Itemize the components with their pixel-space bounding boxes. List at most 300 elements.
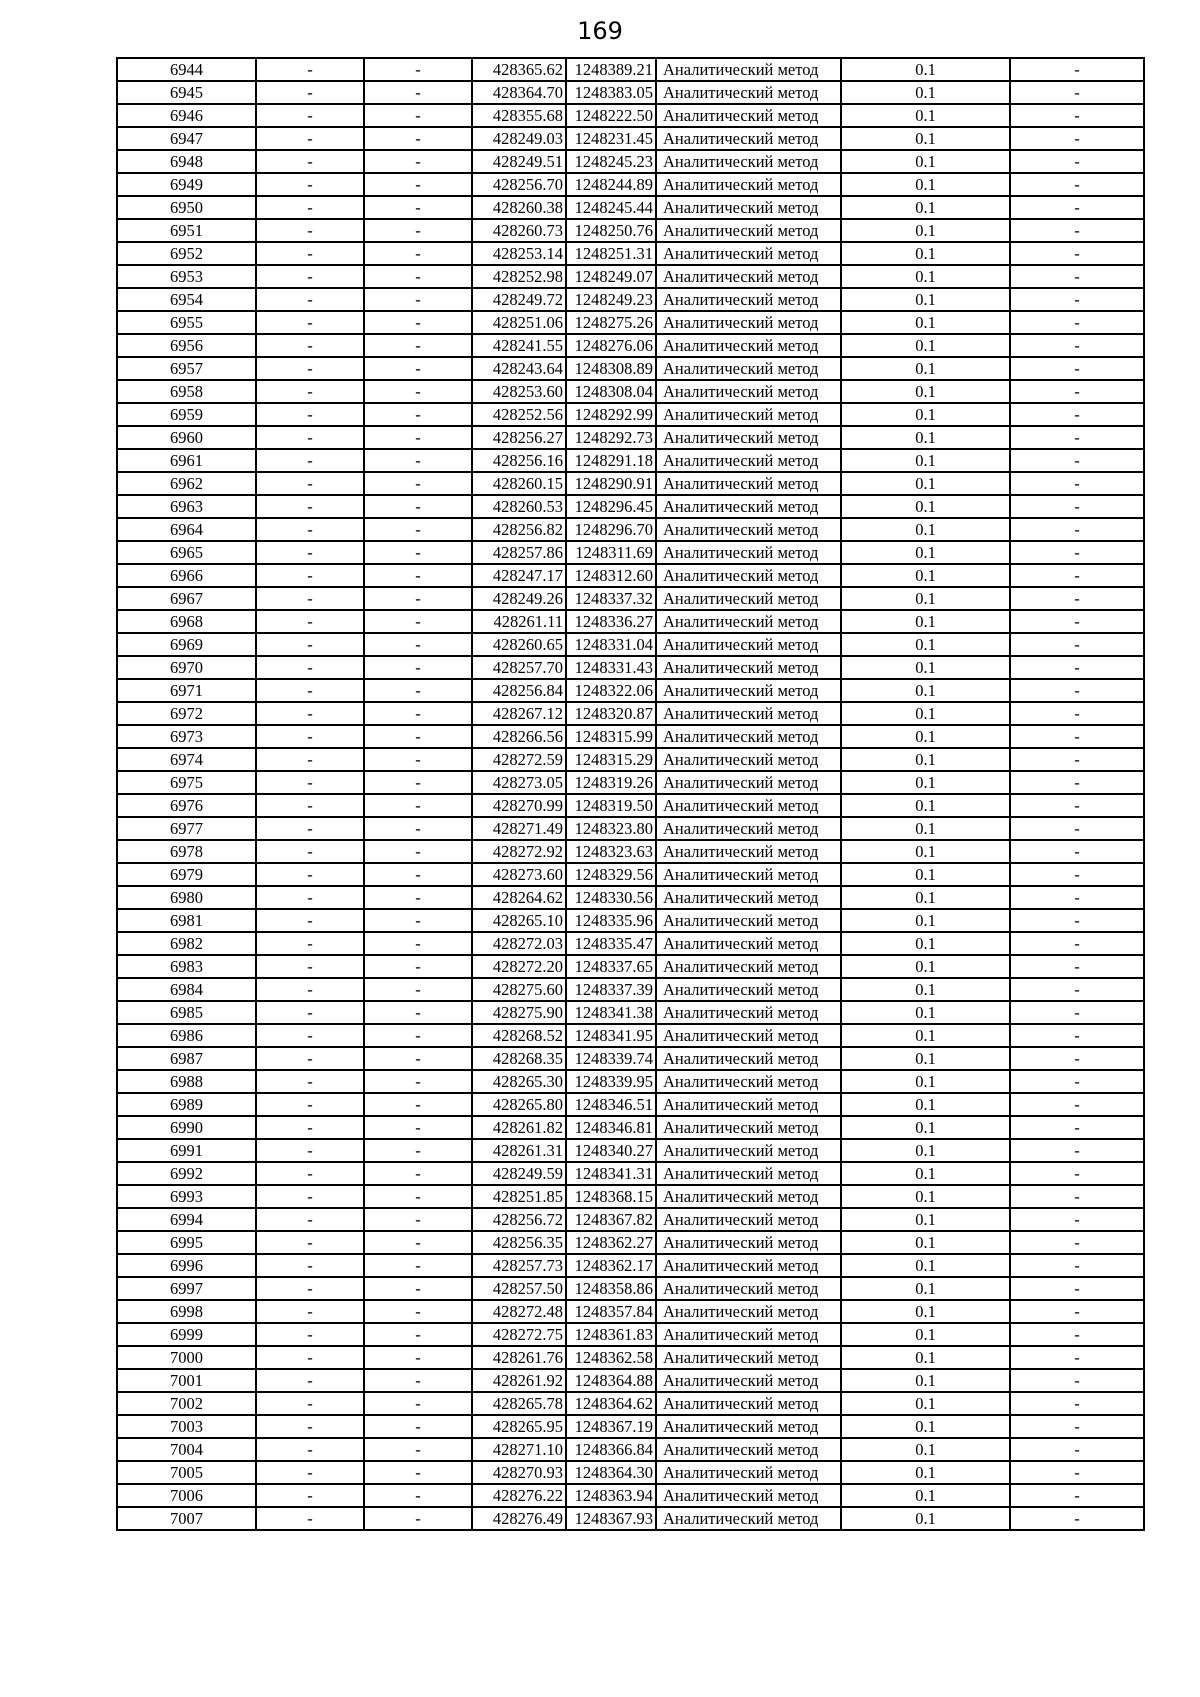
col2-cell: -: [256, 518, 364, 541]
table-row: [117, 817, 1144, 840]
accuracy-cell: 0.1: [841, 1323, 1010, 1346]
y-coordinate-cell: 1248315.99: [566, 725, 656, 748]
col3-cell: -: [364, 1024, 472, 1047]
x-coordinate-cell: 428249.59: [472, 1162, 566, 1185]
y-coordinate-cell: 1248331.04: [566, 633, 656, 656]
col8-cell: -: [1010, 518, 1144, 541]
col2-cell: -: [256, 288, 364, 311]
col2-cell: -: [256, 863, 364, 886]
table-row: [117, 1231, 1144, 1254]
y-coordinate-cell: 1248346.81: [566, 1116, 656, 1139]
col2-cell: -: [256, 1024, 364, 1047]
point-number-cell: 6997: [117, 1277, 256, 1300]
method-cell: Аналитический метод: [656, 1300, 841, 1323]
method-cell: Аналитический метод: [656, 104, 841, 127]
method-cell: Аналитический метод: [656, 1254, 841, 1277]
y-coordinate-cell: 1248335.96: [566, 909, 656, 932]
accuracy-cell: 0.1: [841, 311, 1010, 334]
method-cell: Аналитический метод: [656, 173, 841, 196]
col3-cell: -: [364, 587, 472, 610]
x-coordinate-cell: 428260.53: [472, 495, 566, 518]
y-coordinate-cell: 1248322.06: [566, 679, 656, 702]
x-coordinate-cell: 428276.49: [472, 1507, 566, 1530]
col8-cell: -: [1010, 1346, 1144, 1369]
y-coordinate-cell: 1248367.82: [566, 1208, 656, 1231]
col8-cell: -: [1010, 909, 1144, 932]
accuracy-cell: 0.1: [841, 1024, 1010, 1047]
table-row: [117, 1461, 1144, 1484]
col3-cell: -: [364, 403, 472, 426]
method-cell: Аналитический метод: [656, 311, 841, 334]
col2-cell: -: [256, 771, 364, 794]
table-row: [117, 1185, 1144, 1208]
y-coordinate-cell: 1248337.39: [566, 978, 656, 1001]
y-coordinate-cell: 1248364.30: [566, 1461, 656, 1484]
y-coordinate-cell: 1248364.62: [566, 1392, 656, 1415]
col2-cell: -: [256, 1116, 364, 1139]
y-coordinate-cell: 1248363.94: [566, 1484, 656, 1507]
col2-cell: -: [256, 817, 364, 840]
accuracy-cell: 0.1: [841, 932, 1010, 955]
col2-cell: -: [256, 472, 364, 495]
col8-cell: -: [1010, 173, 1144, 196]
y-coordinate-cell: 1248357.84: [566, 1300, 656, 1323]
x-coordinate-cell: 428265.80: [472, 1093, 566, 1116]
col3-cell: -: [364, 817, 472, 840]
accuracy-cell: 0.1: [841, 1507, 1010, 1530]
y-coordinate-cell: 1248389.21: [566, 58, 656, 81]
table-row: [117, 1093, 1144, 1116]
table-row: [117, 932, 1144, 955]
accuracy-cell: 0.1: [841, 1369, 1010, 1392]
accuracy-cell: 0.1: [841, 1162, 1010, 1185]
y-coordinate-cell: 1248341.38: [566, 1001, 656, 1024]
method-cell: Аналитический метод: [656, 518, 841, 541]
col8-cell: -: [1010, 1070, 1144, 1093]
col2-cell: -: [256, 150, 364, 173]
x-coordinate-cell: 428265.95: [472, 1415, 566, 1438]
col8-cell: -: [1010, 817, 1144, 840]
table-row: [117, 196, 1144, 219]
method-cell: Аналитический метод: [656, 449, 841, 472]
col3-cell: -: [364, 518, 472, 541]
col3-cell: -: [364, 886, 472, 909]
col8-cell: -: [1010, 127, 1144, 150]
col3-cell: -: [364, 909, 472, 932]
col3-cell: -: [364, 1484, 472, 1507]
col2-cell: -: [256, 1070, 364, 1093]
accuracy-cell: 0.1: [841, 1254, 1010, 1277]
point-number-cell: 6956: [117, 334, 256, 357]
col2-cell: -: [256, 1369, 364, 1392]
table-row: [117, 978, 1144, 1001]
col8-cell: -: [1010, 1323, 1144, 1346]
col8-cell: -: [1010, 472, 1144, 495]
point-number-cell: 6977: [117, 817, 256, 840]
x-coordinate-cell: 428251.85: [472, 1185, 566, 1208]
x-coordinate-cell: 428256.27: [472, 426, 566, 449]
accuracy-cell: 0.1: [841, 426, 1010, 449]
col3-cell: -: [364, 771, 472, 794]
col3-cell: -: [364, 932, 472, 955]
col8-cell: -: [1010, 1024, 1144, 1047]
accuracy-cell: 0.1: [841, 817, 1010, 840]
y-coordinate-cell: 1248231.45: [566, 127, 656, 150]
y-coordinate-cell: 1248308.89: [566, 357, 656, 380]
method-cell: Аналитический метод: [656, 242, 841, 265]
point-number-cell: 6993: [117, 1185, 256, 1208]
x-coordinate-cell: 428265.78: [472, 1392, 566, 1415]
method-cell: Аналитический метод: [656, 702, 841, 725]
method-cell: Аналитический метод: [656, 380, 841, 403]
col8-cell: -: [1010, 771, 1144, 794]
accuracy-cell: 0.1: [841, 1139, 1010, 1162]
point-number-cell: 6957: [117, 357, 256, 380]
method-cell: Аналитический метод: [656, 265, 841, 288]
point-number-cell: 6998: [117, 1300, 256, 1323]
table-row: [117, 426, 1144, 449]
method-cell: Аналитический метод: [656, 288, 841, 311]
col3-cell: -: [364, 1392, 472, 1415]
col3-cell: -: [364, 1415, 472, 1438]
point-number-cell: 6946: [117, 104, 256, 127]
table-row: [117, 656, 1144, 679]
table-row: [117, 1346, 1144, 1369]
x-coordinate-cell: 428253.14: [472, 242, 566, 265]
col2-cell: -: [256, 495, 364, 518]
x-coordinate-cell: 428268.52: [472, 1024, 566, 1047]
accuracy-cell: 0.1: [841, 1484, 1010, 1507]
col8-cell: -: [1010, 1438, 1144, 1461]
x-coordinate-cell: 428275.60: [472, 978, 566, 1001]
x-coordinate-cell: 428272.59: [472, 748, 566, 771]
col8-cell: -: [1010, 840, 1144, 863]
x-coordinate-cell: 428252.56: [472, 403, 566, 426]
point-number-cell: 6965: [117, 541, 256, 564]
col8-cell: -: [1010, 863, 1144, 886]
col3-cell: -: [364, 1185, 472, 1208]
col2-cell: -: [256, 1231, 364, 1254]
point-number-cell: 6953: [117, 265, 256, 288]
y-coordinate-cell: 1248245.23: [566, 150, 656, 173]
method-cell: Аналитический метод: [656, 1047, 841, 1070]
col8-cell: -: [1010, 1507, 1144, 1530]
col8-cell: -: [1010, 1162, 1144, 1185]
col8-cell: -: [1010, 426, 1144, 449]
table-row: [117, 265, 1144, 288]
y-coordinate-cell: 1248361.83: [566, 1323, 656, 1346]
y-coordinate-cell: 1248319.26: [566, 771, 656, 794]
table-row: [117, 81, 1144, 104]
col3-cell: -: [364, 127, 472, 150]
point-number-cell: 6969: [117, 633, 256, 656]
y-coordinate-cell: 1248251.31: [566, 242, 656, 265]
col2-cell: -: [256, 1415, 364, 1438]
accuracy-cell: 0.1: [841, 748, 1010, 771]
col2-cell: -: [256, 403, 364, 426]
col2-cell: -: [256, 1461, 364, 1484]
accuracy-cell: 0.1: [841, 1208, 1010, 1231]
table-row: [117, 702, 1144, 725]
accuracy-cell: 0.1: [841, 127, 1010, 150]
x-coordinate-cell: 428256.35: [472, 1231, 566, 1254]
point-number-cell: 6967: [117, 587, 256, 610]
x-coordinate-cell: 428268.35: [472, 1047, 566, 1070]
col3-cell: -: [364, 104, 472, 127]
method-cell: Аналитический метод: [656, 1415, 841, 1438]
point-number-cell: 6980: [117, 886, 256, 909]
x-coordinate-cell: 428260.38: [472, 196, 566, 219]
accuracy-cell: 0.1: [841, 656, 1010, 679]
col8-cell: -: [1010, 150, 1144, 173]
y-coordinate-cell: 1248331.43: [566, 656, 656, 679]
table-row: [117, 1070, 1144, 1093]
point-number-cell: 6944: [117, 58, 256, 81]
point-number-cell: 6985: [117, 1001, 256, 1024]
col2-cell: -: [256, 702, 364, 725]
y-coordinate-cell: 1248362.58: [566, 1346, 656, 1369]
accuracy-cell: 0.1: [841, 955, 1010, 978]
col2-cell: -: [256, 656, 364, 679]
table-row: [117, 334, 1144, 357]
col8-cell: -: [1010, 311, 1144, 334]
y-coordinate-cell: 1248250.76: [566, 219, 656, 242]
table-row: [117, 150, 1144, 173]
accuracy-cell: 0.1: [841, 1231, 1010, 1254]
col8-cell: -: [1010, 610, 1144, 633]
point-number-cell: 6968: [117, 610, 256, 633]
table-row: [117, 380, 1144, 403]
accuracy-cell: 0.1: [841, 978, 1010, 1001]
col8-cell: -: [1010, 1461, 1144, 1484]
col3-cell: -: [364, 564, 472, 587]
table-row: [117, 1162, 1144, 1185]
table-row: [117, 840, 1144, 863]
method-cell: Аналитический метод: [656, 1461, 841, 1484]
col8-cell: -: [1010, 196, 1144, 219]
col3-cell: -: [364, 426, 472, 449]
col2-cell: -: [256, 1277, 364, 1300]
col8-cell: -: [1010, 334, 1144, 357]
y-coordinate-cell: 1248290.91: [566, 472, 656, 495]
col8-cell: -: [1010, 1047, 1144, 1070]
x-coordinate-cell: 428260.65: [472, 633, 566, 656]
col2-cell: -: [256, 334, 364, 357]
col2-cell: -: [256, 955, 364, 978]
col3-cell: -: [364, 840, 472, 863]
col2-cell: -: [256, 380, 364, 403]
col3-cell: -: [364, 1047, 472, 1070]
x-coordinate-cell: 428241.55: [472, 334, 566, 357]
accuracy-cell: 0.1: [841, 863, 1010, 886]
col2-cell: -: [256, 104, 364, 127]
table-row: [117, 1438, 1144, 1461]
col8-cell: -: [1010, 1231, 1144, 1254]
accuracy-cell: 0.1: [841, 1185, 1010, 1208]
method-cell: Аналитический метод: [656, 426, 841, 449]
table-row: [117, 633, 1144, 656]
table-row: [117, 1208, 1144, 1231]
x-coordinate-cell: 428273.05: [472, 771, 566, 794]
accuracy-cell: 0.1: [841, 702, 1010, 725]
y-coordinate-cell: 1248323.63: [566, 840, 656, 863]
method-cell: Аналитический метод: [656, 472, 841, 495]
accuracy-cell: 0.1: [841, 403, 1010, 426]
x-coordinate-cell: 428247.17: [472, 564, 566, 587]
method-cell: Аналитический метод: [656, 1139, 841, 1162]
col2-cell: -: [256, 173, 364, 196]
table-row: [117, 1047, 1144, 1070]
point-number-cell: 6978: [117, 840, 256, 863]
col8-cell: -: [1010, 219, 1144, 242]
point-number-cell: 6979: [117, 863, 256, 886]
x-coordinate-cell: 428265.10: [472, 909, 566, 932]
col2-cell: -: [256, 564, 364, 587]
table-row: [117, 886, 1144, 909]
col2-cell: -: [256, 909, 364, 932]
point-number-cell: 7003: [117, 1415, 256, 1438]
accuracy-cell: 0.1: [841, 1300, 1010, 1323]
x-coordinate-cell: 428355.68: [472, 104, 566, 127]
col8-cell: -: [1010, 587, 1144, 610]
accuracy-cell: 0.1: [841, 265, 1010, 288]
method-cell: Аналитический метод: [656, 932, 841, 955]
point-number-cell: 6954: [117, 288, 256, 311]
x-coordinate-cell: 428251.06: [472, 311, 566, 334]
page-number: 169: [577, 17, 623, 45]
x-coordinate-cell: 428272.75: [472, 1323, 566, 1346]
x-coordinate-cell: 428257.73: [472, 1254, 566, 1277]
table-row: [117, 242, 1144, 265]
x-coordinate-cell: 428260.15: [472, 472, 566, 495]
method-cell: Аналитический метод: [656, 150, 841, 173]
col3-cell: -: [364, 1070, 472, 1093]
col3-cell: -: [364, 748, 472, 771]
col3-cell: -: [364, 58, 472, 81]
x-coordinate-cell: 428261.31: [472, 1139, 566, 1162]
x-coordinate-cell: 428261.76: [472, 1346, 566, 1369]
y-coordinate-cell: 1248339.95: [566, 1070, 656, 1093]
accuracy-cell: 0.1: [841, 679, 1010, 702]
point-number-cell: 6988: [117, 1070, 256, 1093]
col8-cell: -: [1010, 748, 1144, 771]
method-cell: Аналитический метод: [656, 1208, 841, 1231]
method-cell: Аналитический метод: [656, 81, 841, 104]
col2-cell: -: [256, 725, 364, 748]
point-number-cell: 7007: [117, 1507, 256, 1530]
col3-cell: -: [364, 1369, 472, 1392]
col3-cell: -: [364, 541, 472, 564]
col3-cell: -: [364, 196, 472, 219]
y-coordinate-cell: 1248337.32: [566, 587, 656, 610]
col3-cell: -: [364, 219, 472, 242]
col8-cell: -: [1010, 794, 1144, 817]
col2-cell: -: [256, 932, 364, 955]
y-coordinate-cell: 1248311.69: [566, 541, 656, 564]
point-number-cell: 6996: [117, 1254, 256, 1277]
accuracy-cell: 0.1: [841, 472, 1010, 495]
table-body: [117, 58, 1144, 1530]
col8-cell: -: [1010, 656, 1144, 679]
method-cell: Аналитический метод: [656, 633, 841, 656]
point-number-cell: 6948: [117, 150, 256, 173]
y-coordinate-cell: 1248315.29: [566, 748, 656, 771]
col3-cell: -: [364, 173, 472, 196]
y-coordinate-cell: 1248292.99: [566, 403, 656, 426]
x-coordinate-cell: 428253.60: [472, 380, 566, 403]
col2-cell: -: [256, 242, 364, 265]
table-row: [117, 58, 1144, 81]
col8-cell: -: [1010, 1139, 1144, 1162]
method-cell: Аналитический метод: [656, 725, 841, 748]
y-coordinate-cell: 1248362.17: [566, 1254, 656, 1277]
x-coordinate-cell: 428261.82: [472, 1116, 566, 1139]
accuracy-cell: 0.1: [841, 58, 1010, 81]
accuracy-cell: 0.1: [841, 1392, 1010, 1415]
accuracy-cell: 0.1: [841, 173, 1010, 196]
col8-cell: -: [1010, 1254, 1144, 1277]
table-row: [117, 472, 1144, 495]
x-coordinate-cell: 428272.03: [472, 932, 566, 955]
point-number-cell: 6959: [117, 403, 256, 426]
point-number-cell: 6987: [117, 1047, 256, 1070]
method-cell: Аналитический метод: [656, 1024, 841, 1047]
x-coordinate-cell: 428256.16: [472, 449, 566, 472]
col8-cell: -: [1010, 288, 1144, 311]
table-row: [117, 127, 1144, 150]
accuracy-cell: 0.1: [841, 1116, 1010, 1139]
x-coordinate-cell: 428257.86: [472, 541, 566, 564]
table-row: [117, 587, 1144, 610]
table-row: [117, 955, 1144, 978]
point-number-cell: 6963: [117, 495, 256, 518]
col8-cell: -: [1010, 104, 1144, 127]
accuracy-cell: 0.1: [841, 1461, 1010, 1484]
point-number-cell: 6970: [117, 656, 256, 679]
col2-cell: -: [256, 1001, 364, 1024]
col3-cell: -: [364, 610, 472, 633]
method-cell: Аналитический метод: [656, 1369, 841, 1392]
point-number-cell: 6961: [117, 449, 256, 472]
table-row: [117, 1392, 1144, 1415]
method-cell: Аналитический метод: [656, 1392, 841, 1415]
x-coordinate-cell: 428249.26: [472, 587, 566, 610]
col3-cell: -: [364, 1139, 472, 1162]
col2-cell: -: [256, 1507, 364, 1530]
accuracy-cell: 0.1: [841, 380, 1010, 403]
point-number-cell: 6983: [117, 955, 256, 978]
method-cell: Аналитический метод: [656, 771, 841, 794]
col8-cell: -: [1010, 1415, 1144, 1438]
col3-cell: -: [364, 311, 472, 334]
col3-cell: -: [364, 1093, 472, 1116]
accuracy-cell: 0.1: [841, 840, 1010, 863]
x-coordinate-cell: 428272.20: [472, 955, 566, 978]
table-row: [117, 1001, 1144, 1024]
accuracy-cell: 0.1: [841, 541, 1010, 564]
method-cell: Аналитический метод: [656, 495, 841, 518]
method-cell: Аналитический метод: [656, 863, 841, 886]
col2-cell: -: [256, 449, 364, 472]
col8-cell: -: [1010, 1093, 1144, 1116]
point-number-cell: 6971: [117, 679, 256, 702]
accuracy-cell: 0.1: [841, 104, 1010, 127]
col8-cell: -: [1010, 380, 1144, 403]
method-cell: Аналитический метод: [656, 1001, 841, 1024]
point-number-cell: 6966: [117, 564, 256, 587]
table-row: [117, 771, 1144, 794]
col2-cell: -: [256, 1208, 364, 1231]
